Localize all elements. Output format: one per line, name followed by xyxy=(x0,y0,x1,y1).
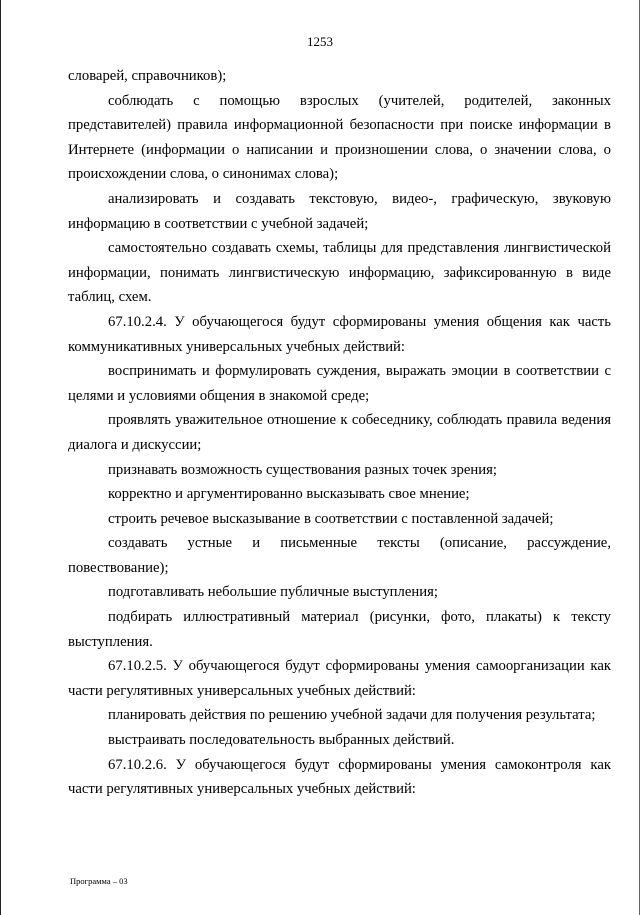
paragraph: воспринимать и формулировать суждения, выражать эмоции в соответствии с целями и условиями общения в знакомой среде; xyxy=(68,363,611,404)
paragraph: создавать устные и письменные тексты (описание, рассуждение, повествование); xyxy=(68,535,611,576)
paragraph: 67.10.2.5. У обучающегося будут сформированы умения самоорганизации как части регулятивных универсальных учебных действий: xyxy=(68,658,611,699)
document-body xyxy=(68,64,611,802)
paragraph: соблюдать с помощью взрослых (учителей, родителей, законных представителей) правила информационной безопасности при поиске информации в Интернете (информации о написании и произношении слова, о значении слова, о происхождении слова, о синонимах слова); xyxy=(68,92,611,183)
footer-label: Программа – 03 xyxy=(70,876,128,886)
paragraph: проявлять уважительное отношение к собеседнику, соблюдать правила ведения диалога и дискуссии; xyxy=(68,412,611,453)
page-number: 1253 xyxy=(307,34,333,49)
paragraph: корректно и аргументированно высказывать свое мнение; xyxy=(108,486,470,503)
paragraph: подбирать иллюстративный материал (рисунки, фото, плакаты) к тексту выступления. xyxy=(68,609,611,650)
paragraph: подготавливать небольшие публичные выступления; xyxy=(108,584,438,601)
paragraph: самостоятельно создавать схемы, таблицы для представления лингвистической информации, понимать лингвистическую информацию, зафиксированную в виде таблиц, схем. xyxy=(68,240,611,306)
paragraph: строить речевое высказывание в соответствии с поставленной задачей; xyxy=(108,510,554,527)
paragraph: признавать возможность существования разных точек зрения; xyxy=(108,461,497,478)
paragraph: 67.10.2.6. У обучающегося будут сформированы умения самоконтроля как части регулятивных универсальных учебных действий: xyxy=(68,756,611,798)
paragraph: 67.10.2.4. У обучающегося будут сформированы умения общения как часть коммуникативных универсальных учебных действий: xyxy=(68,313,611,355)
paragraph: выстраивать последовательность выбранных действий. xyxy=(108,732,455,749)
paragraph: словарей, справочников); xyxy=(68,68,227,84)
paragraph: планировать действия по решению учебной задачи для получения результата; xyxy=(108,707,596,724)
paragraph: анализировать и создавать текстовую, видео-, графическую, звуковую информацию в соответствии с учебной задачей; xyxy=(68,190,611,232)
